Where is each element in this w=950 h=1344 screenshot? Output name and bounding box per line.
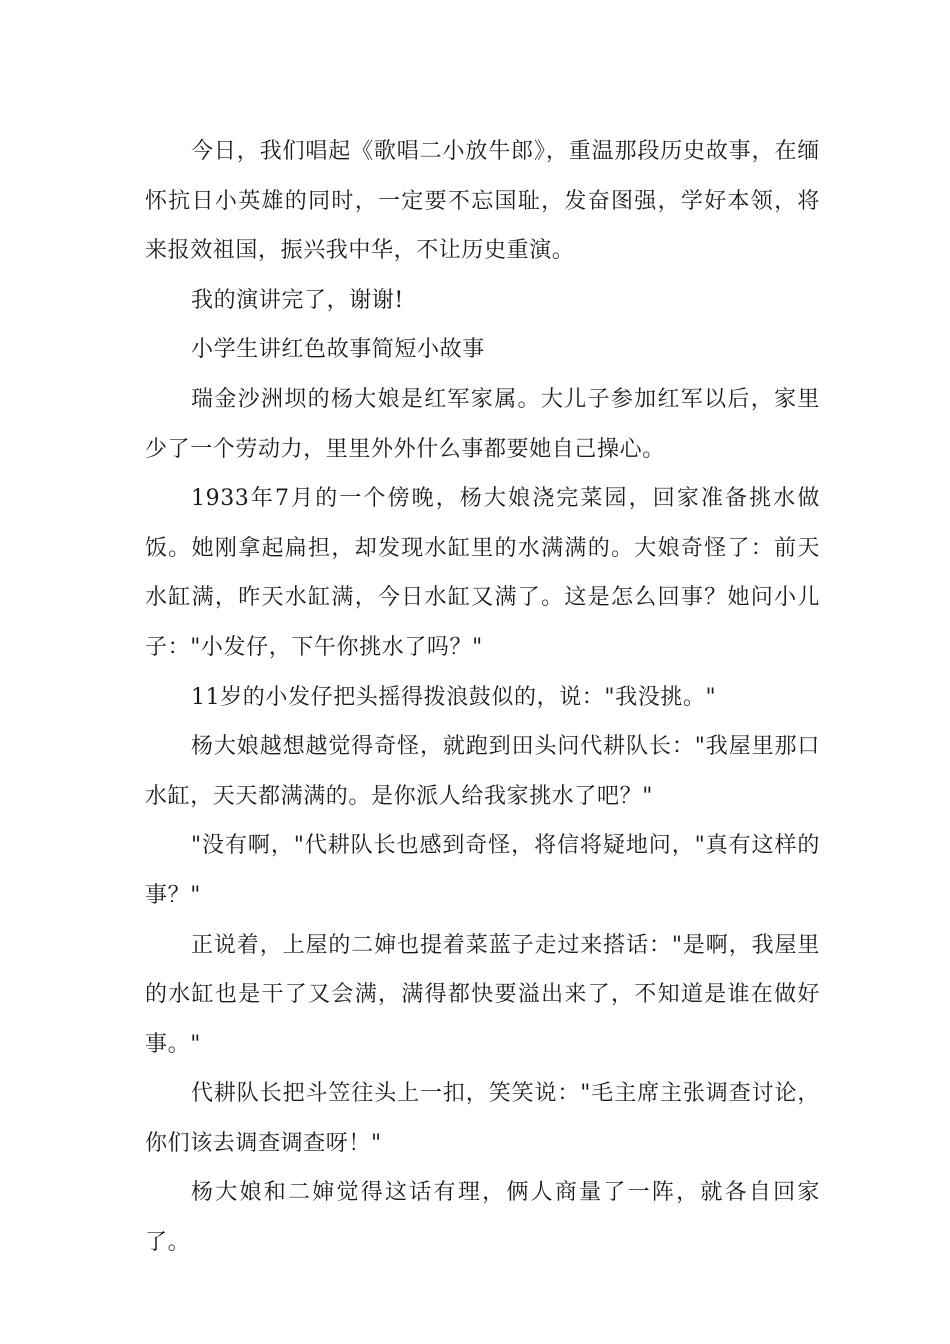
paragraph: "没有啊，"代耕队长也感到奇怪，将信将疑地问，"真有这样的事？" — [145, 833, 820, 908]
paragraph: 正说着，上屋的二婶也提着菜蓝子走过来搭话："是啊，我屋里的水缸也是干了又会满，满得都快要溢出来了，不知道是谁在做好事。" — [145, 932, 820, 1057]
document-body — [145, 127, 820, 1268]
section-heading: 小学生讲红色故事简短小故事 — [191, 337, 485, 363]
paragraph: 今日，我们唱起《歌唱二小放牛郎》，重温那段历史故事，在缅怀抗日小英雄的同时，一定要不忘国耻，发奋图强，学好本领，将来报效祖国，振兴我中华，不让历史重演。 — [145, 139, 820, 264]
paragraph: 杨大娘越想越觉得奇怪，就跑到田头问代耕队长："我屋里那口水缸，天天都满满的。是你派人给我家挑水了吧？" — [145, 734, 820, 809]
paragraph: 11岁的小发仔把头摇得拨浪鼓似的，说："我没挑。" — [191, 684, 717, 710]
paragraph: 杨大娘和二婶觉得这话有理，俩人商量了一阵，就各自回家了。 — [145, 1180, 820, 1256]
paragraph: 1933年7月的一个傍晚，杨大娘浇完菜园，回家准备挑水做饭。她刚拿起扁担，却发现水缸里的水满满的。大娘奇怪了：前天水缸满，昨天水缸满，今日水缸又满了。这是怎么回事？她问小儿子："小发仔，下午你挑水了吗？" — [145, 486, 820, 660]
paragraph: 瑞金沙洲坝的杨大娘是红军家属。大儿子参加红军以后，家里少了一个劳动力，里里外外什么事都要她自己操心。 — [145, 386, 820, 462]
paragraph: 代耕队长把斗笠往头上一扣，笑笑说："毛主席主张调查讨论，你们该去调查调查呀！" — [145, 1081, 820, 1156]
paragraph: 我的演讲完了，谢谢! — [191, 287, 404, 313]
